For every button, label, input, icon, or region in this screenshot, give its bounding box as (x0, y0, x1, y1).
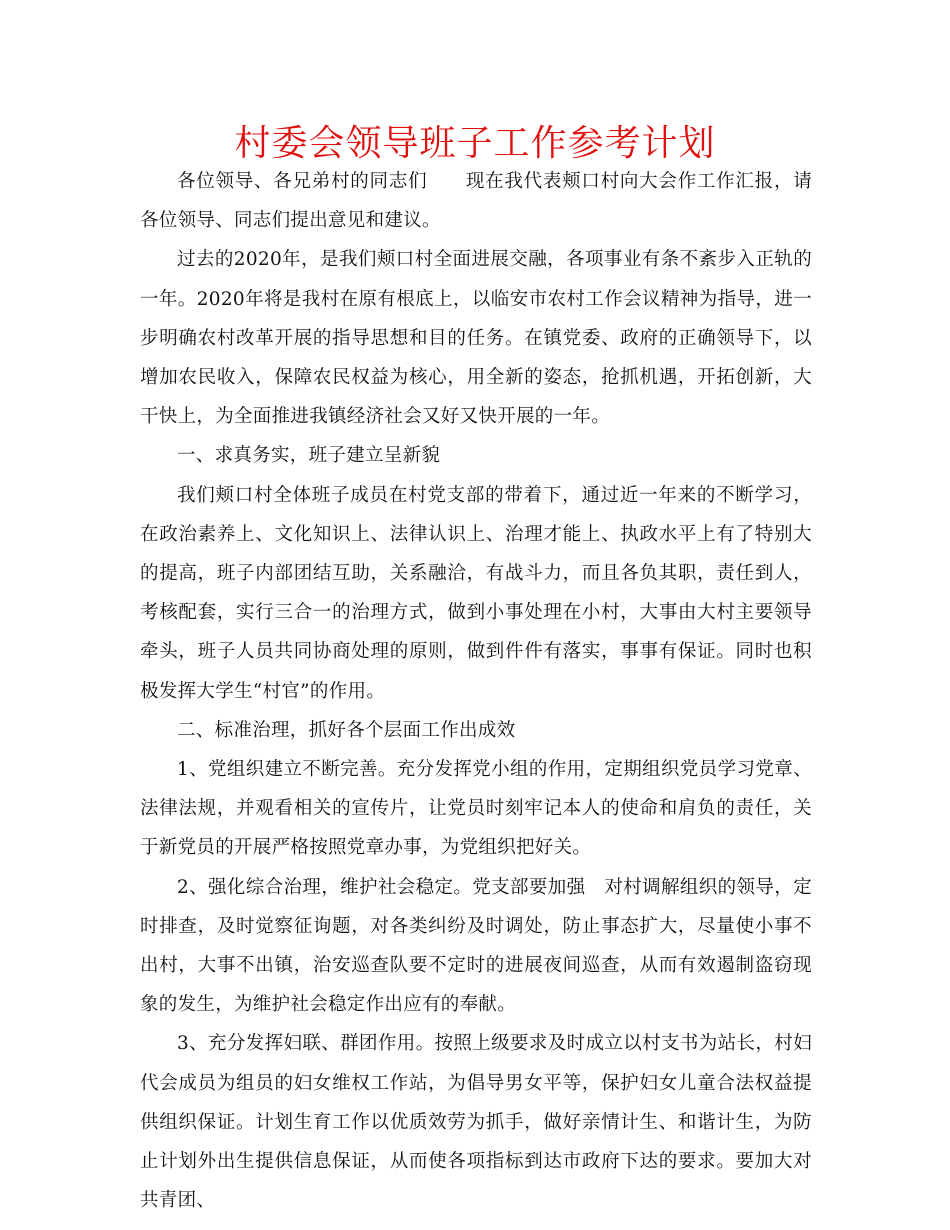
document-title: 村委会领导班子工作参考计划 (234, 123, 716, 164)
paragraph-review-2020: 过去的2020年，是我们颊口村全面进展交融，各项事业有条不紊步入正轨的一年。2020年将是我村在原有根底上，以临安市农村工作会议精神为指导，进一步明确农村改革开展的指导思想和目的任务。在镇党委、政府的正确领导下，以增加农民收入，保障农民权益为核心，用全新的姿态，抢抓机遇，开拓创新，大干快上，为全面推进我镇经济社会又好又快开展的一年。 (140, 249, 812, 428)
document-body (140, 162, 812, 1220)
section-heading-1: 一、求真务实，班子建立呈新貌 (177, 445, 441, 467)
paragraph-item-2: 2、强化综合治理，维护社会稳定。党支部要加强 对村调解组织的领导，定时排查，及时觉察征询题，对各类纠纷及时调处，防止事态扩大，尽量使小事不出村，大事不出镇，治安巡查队要不定时的进展夜间巡查，从而有效遏制盗窃现象的发生，为维护社会稳定作出应有的奉献。 (140, 876, 812, 1016)
section-heading-2: 二、标准治理，抓好各个层面工作出成效 (177, 719, 516, 741)
paragraph-greeting: 各位领导、各兄弟村的同志们 现在我代表颊口村向大会作工作汇报，请各位领导、同志们提出意见和建议。 (140, 171, 812, 232)
paragraph-item-1: 1、党组织建立不断完善。充分发挥党小组的作用，定期组织党员学习党章、法律法规，并观看相关的宣传片，让党员时刻牢记本人的使命和肩负的责任，关于新党员的开展严格按照党章办事，为党组织把好关。 (140, 759, 812, 859)
paragraph-item-3: 3、充分发挥妇联、群团作用。按照上级要求及时成立以村支书为站长，村妇代会成员为组员的妇女维权工作站，为倡导男女平等，保护妇女儿童合法权益提供组织保证。计划生育工作以优质效劳为抓手，做好亲情计生、和谐计生，为防止计划外出生提供信息保证，从而使各项指标到达市政府下达的要求。要加大对共青团、 (140, 1033, 812, 1212)
paragraph-team-building: 我们颊口村全体班子成员在村党支部的带着下，通过近一年来的不断学习，在政治素养上、文化知识上、法律认识上、治理才能上、执政水平上有了特别大的提高，班子内部团结互助，关系融洽，有战斗力，而且各负其职，责任到人，考核配套，实行三合一的治理方式，做到小事处理在小村，大事由大村主要领导牵头，班子人员共同协商处理的原则，做到件件有落实，事事有保证。同时也积极发挥大学生“村官”的作用。 (140, 484, 812, 702)
